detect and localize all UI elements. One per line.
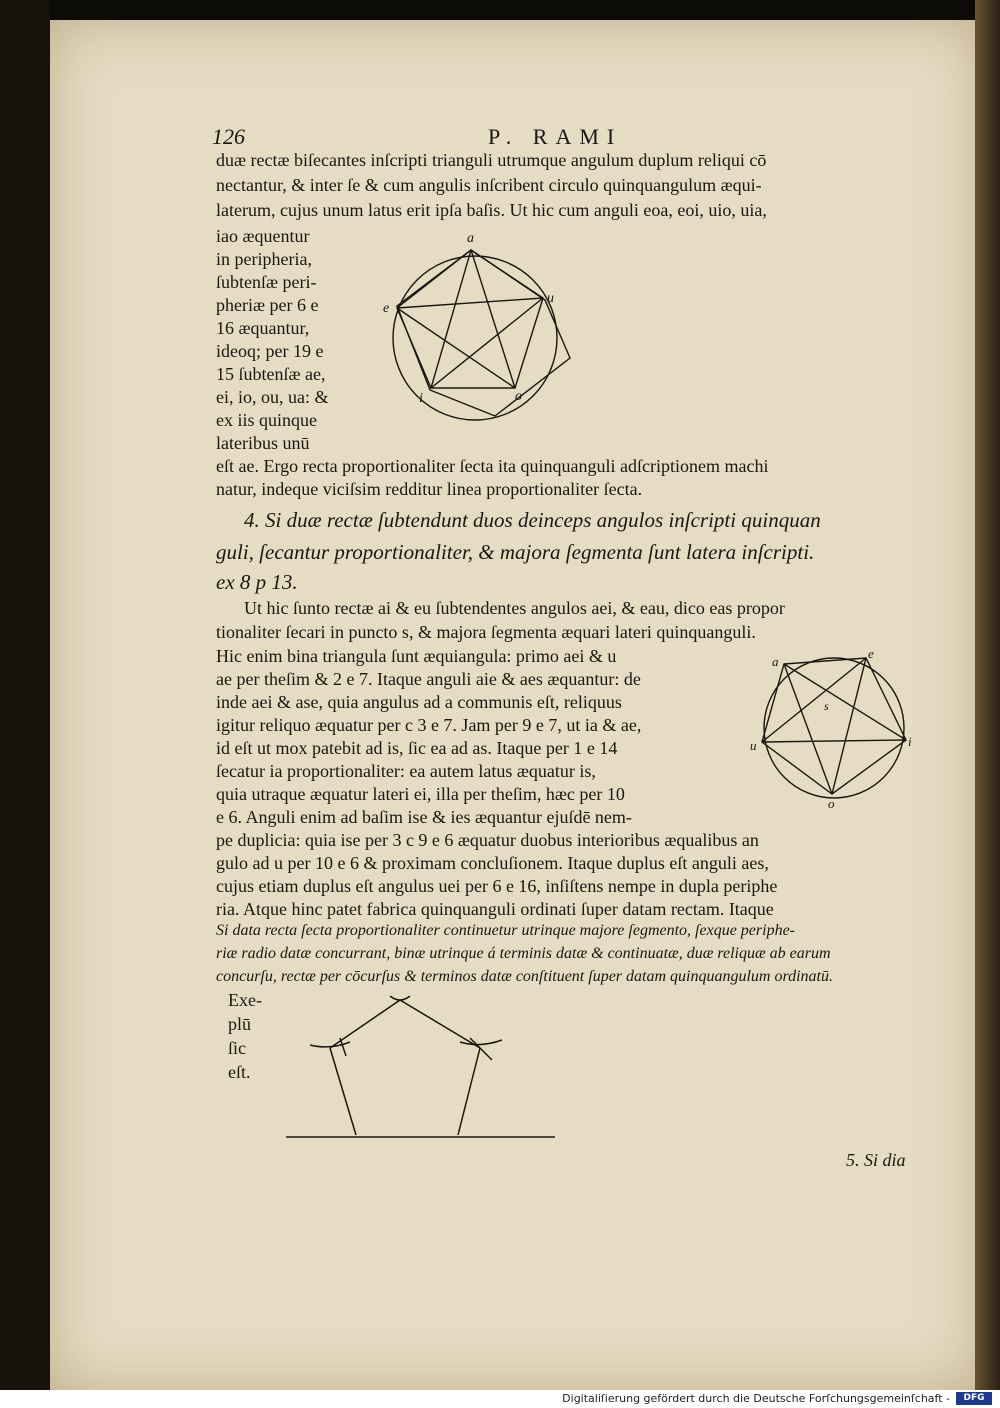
text-line: ei, io, ou, ua: & <box>216 387 329 407</box>
pentagon-figure-1 <box>375 228 580 428</box>
figure-label: u <box>547 291 554 306</box>
text-line: nectantur, & inter ſe & cum angulis inſcribent circulo quinquangulum æqui- <box>216 175 762 195</box>
pentagon-construction-figure <box>280 990 560 1145</box>
text-line: id eſt ut mox patebit ad is, ſic ea ad as. Itaque per 1 e 14 <box>216 738 618 758</box>
figure-label: s <box>824 699 829 713</box>
text-line: inde aei & ase, quia angulus ad a communis eſt, reliquus <box>216 692 622 712</box>
digitization-footer <box>0 1390 1000 1408</box>
footer-credit: Digitaliſierung gefördert durch die Deutsche Forſchungsgemeinſchaft - <box>562 1392 950 1405</box>
page-edge <box>975 0 1000 1390</box>
text-line: Hic enim bina triangula ſunt æquiangula: primo aei & u <box>216 646 617 666</box>
text-line: ſecatur ia proportionaliter: ea autem latus æquatur is, <box>216 761 596 781</box>
text-line: cujus etiam duplus eſt angulus uei per 6 e 16, inſiſtens nempe in dupla periphe <box>216 876 778 896</box>
text-line: gulo ad u per 10 e 6 & proximam concluſionem. Itaque duplus eſt anguli aes, <box>216 853 769 873</box>
text-line: eſt ae. Ergo recta proportionaliter ſecta ita quinquanguli adſcriptionem machi <box>216 456 769 476</box>
page-number: 126 <box>212 124 245 149</box>
text-line: laterum, cujus unum latus erit ipſa baſis. Ut hic cum anguli eoa, eoi, uio, uia, <box>216 200 767 220</box>
text-line: ria. Atque hinc patet fabrica quinquanguli ordinati ſuper datam rectam. Itaque <box>216 899 774 919</box>
example-label: eſt. <box>228 1062 251 1082</box>
example-label: Exe- <box>228 990 262 1010</box>
example-label: ſic <box>228 1038 246 1058</box>
book-gutter <box>0 0 50 1390</box>
figure-label: i <box>908 734 912 749</box>
figure-label: u <box>750 738 757 753</box>
text-line: ſubtenſæ peri- <box>216 272 317 292</box>
italic-rule: Si data recta ſecta proportionaliter continuetur utrinque majore ſegmento, ſexque periphe- <box>216 922 795 939</box>
text-line: tionaliter ſecari in puncto s, & majora ſegmenta æquari lateri quinquanguli. <box>216 622 756 642</box>
catchword: 5. Si dia <box>846 1150 906 1170</box>
text-line: lateribus unū <box>216 433 310 453</box>
proposition-heading: ex 8 p 13. <box>216 570 298 594</box>
text-line: 16 æquantur, <box>216 318 310 338</box>
text-line: pheriæ per 6 e <box>216 295 319 315</box>
text-line: in peripheria, <box>216 249 312 269</box>
example-label: plū <box>228 1014 252 1034</box>
italic-rule: riæ radio datæ concurrant, binæ utrinque á terminis datæ & continuatæ, duæ reliquæ ab earum <box>216 945 831 962</box>
dfg-logo: DFG <box>956 1392 992 1405</box>
pentagon-figure-2 <box>748 646 920 811</box>
text-line: 15 ſubtenſæ ae, <box>216 364 326 384</box>
text-line: e 6. Anguli enim ad baſim ise & ies æquantur ejuſdē nem- <box>216 807 632 827</box>
italic-rule: concurſu, rectæ per cōcurſus & terminos datæ conſtituent ſuper datam quinquangulum ordinatū. <box>216 968 833 985</box>
text-line: igitur reliquo æquatur per c 3 e 7. Jam per 9 e 7, ut ia & ae, <box>216 715 642 735</box>
text-line: iao æquentur <box>216 226 310 246</box>
text-line: duæ rectæ biſecantes inſcripti trianguli utrumque angulum duplum reliqui cō <box>216 150 767 170</box>
text-line: ex iis quinque <box>216 410 317 430</box>
figure-label: e <box>383 301 390 316</box>
figure-label: a <box>772 654 779 669</box>
running-title: P. RAMI <box>488 124 623 149</box>
text-line: quia utraque æquatur lateri ei, illa per theſim, hæc per 10 <box>216 784 625 804</box>
figure-label: o <box>828 796 835 811</box>
figure-label: e <box>868 646 874 661</box>
text-line: pe duplicia: quia ise per 3 c 9 e 6 æquatur duobus interioribus æqualibus an <box>216 830 759 850</box>
text-line: ideoq; per 19 e <box>216 341 324 361</box>
figure-label: a <box>467 231 474 246</box>
text-line: natur, indeque viciſsim redditur linea proportionaliter ſecta. <box>216 479 643 499</box>
proposition-heading: guli, ſecantur proportionaliter, & majora ſegmenta ſunt latera inſcripti. <box>216 540 815 564</box>
figure-label: i <box>419 391 423 406</box>
figure-label: o <box>515 389 522 404</box>
text-line: Ut hic ſunto rectæ ai & eu ſubtendentes angulos aei, & eau, dico eas propor <box>244 598 785 618</box>
proposition-heading: 4. Si duæ rectæ ſubtendunt duos deinceps angulos inſcripti quinquan <box>244 508 821 532</box>
text-line: ae per theſim & 2 e 7. Itaque anguli aie & aes æquantur: de <box>216 669 641 689</box>
